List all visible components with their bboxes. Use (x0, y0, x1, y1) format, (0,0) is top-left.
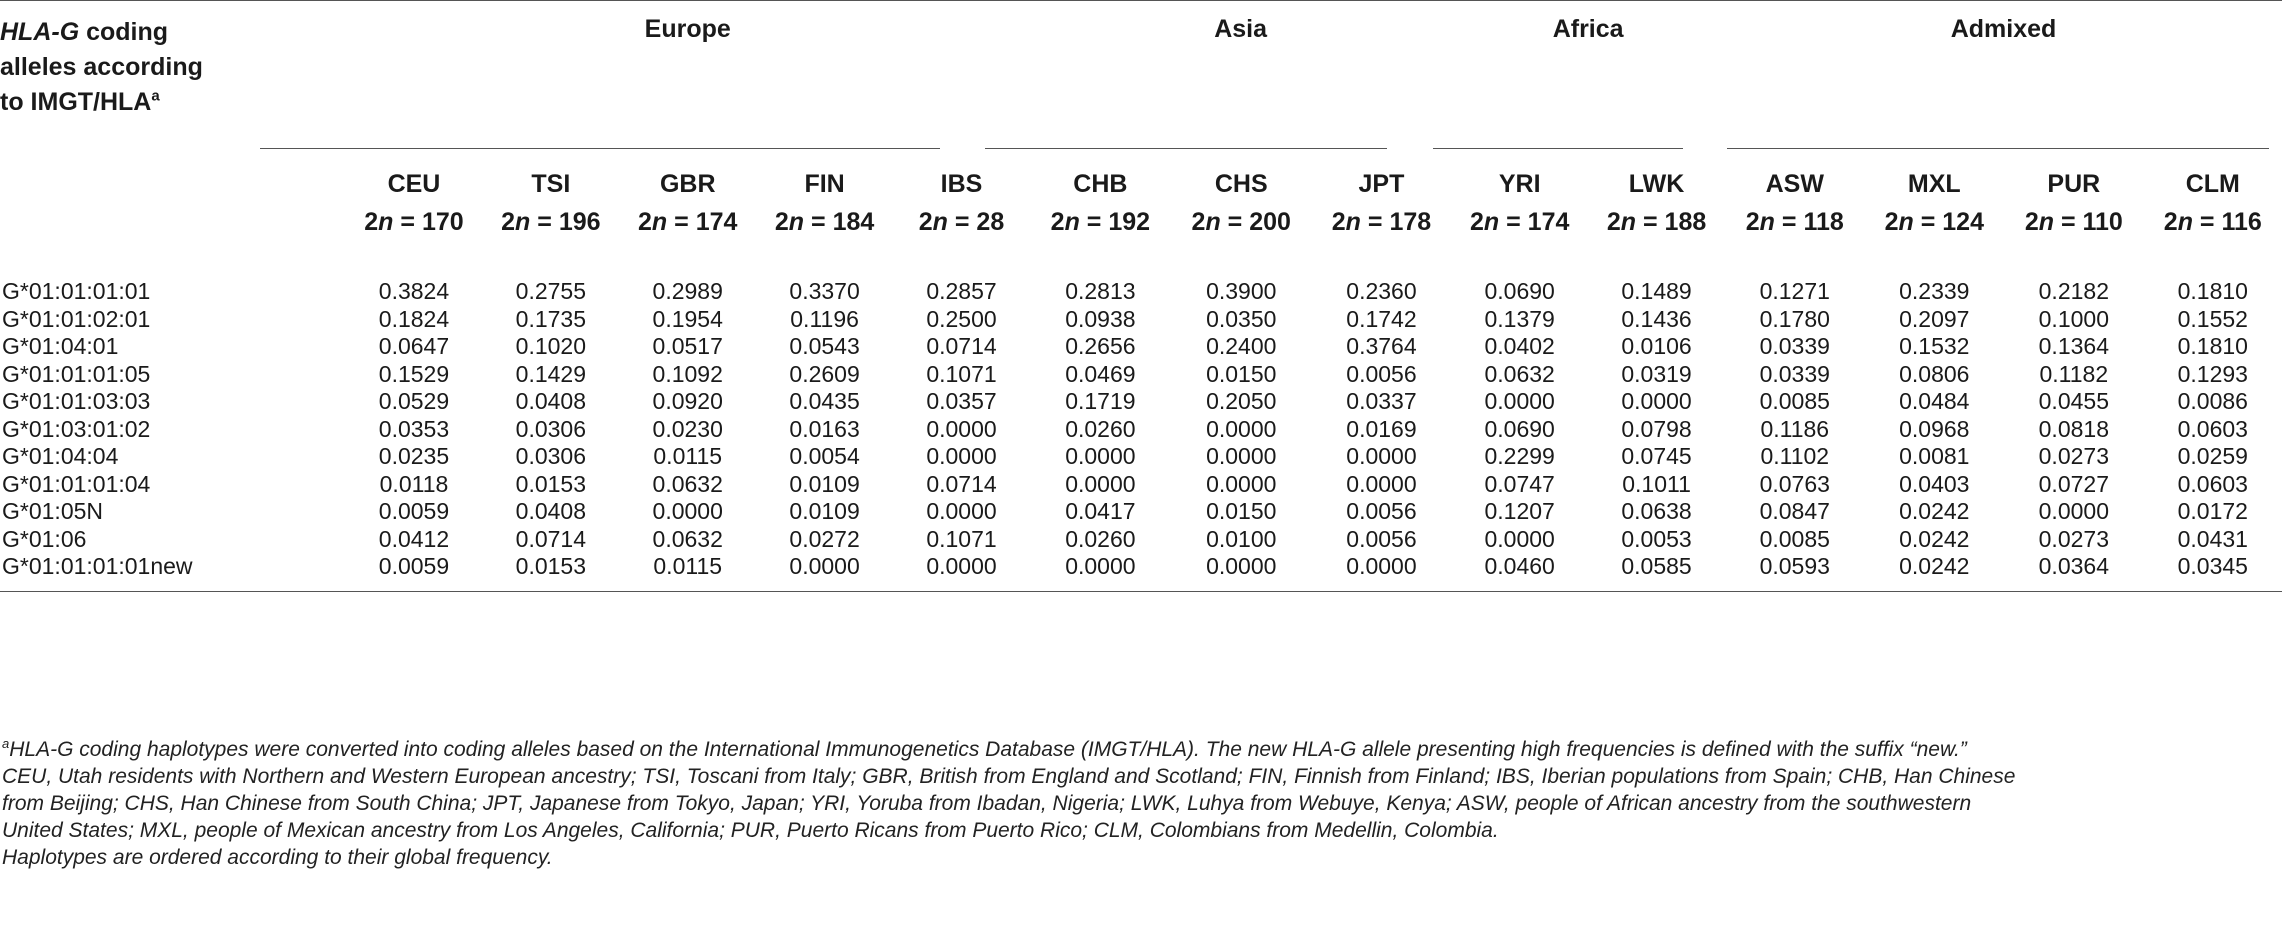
frequency-cell: 0.0273 (2038, 443, 2109, 469)
frequency-cell: 0.0000 (893, 553, 1030, 591)
table-row (0, 471, 2282, 499)
frequency-cell: 0.1364 (2038, 333, 2109, 359)
frequency-cell: 0.0460 (1451, 553, 1588, 591)
frequency-cell: 0.1735 (515, 305, 587, 332)
frequency-cell: 0.0109 (789, 470, 860, 497)
frequency-cell: 0.1092 (652, 360, 723, 387)
footnote-abbrev-2: from Beijing; CHS, Han Chinese from South China; JPT, Japanese from Tokyo, Japan; YRI, Yoruba from Ibadan, Nigeria; LWK, Luhya from Webuye, Kenya; ASW, people of African ancestry from the southwestern (2, 792, 1972, 815)
sample-size: 2n = 192 (1050, 208, 1151, 236)
table-row (0, 306, 2282, 334)
population-code: GBR (659, 170, 716, 198)
frequency-cell: 0.0230 (652, 415, 723, 442)
table-row (0, 498, 2282, 526)
population-header-ceu (346, 151, 483, 260)
frequency-cell: 0.1186 (1760, 415, 1830, 442)
frequency-cell: 0.0109 (789, 498, 860, 524)
frequency-cell: 0.0339 (1759, 333, 1830, 359)
frequency-cell: 0.0403 (1899, 470, 1970, 497)
sample-size: 2n = 118 (1745, 208, 1844, 236)
frequency-cell: 0.0000 (1621, 388, 1692, 414)
frequency-cell: 0.1071 (926, 525, 997, 552)
frequency-cell: 0.0000 (926, 498, 997, 524)
sample-size: 2n = 110 (2024, 208, 2123, 236)
table-body (0, 260, 2282, 591)
frequency-cell: 0.0000 (1312, 553, 1452, 591)
population-header-chs (1171, 151, 1312, 260)
frequency-cell: 0.1529 (378, 360, 450, 387)
frequency-cell: 0.1071 (926, 360, 997, 387)
frequency-cell: 0.3824 (378, 278, 450, 304)
frequency-cell: 0.0272 (789, 525, 860, 552)
frequency-cell: 0.0339 (1759, 360, 1830, 387)
frequency-cell: 0.0056 (1346, 498, 1417, 524)
frequency-cell: 0.0920 (652, 388, 723, 414)
frequency-cell: 0.0260 (1065, 415, 1136, 442)
frequency-cell: 0.0632 (1484, 360, 1555, 387)
frequency-cell: 0.0118 (379, 470, 449, 497)
frequency-cell: 0.2755 (515, 278, 587, 304)
footnote-order: Haplotypes are ordered according to their global frequency. (2, 846, 553, 869)
footnote-abbrev-1: CEU, Utah residents with Northern and Western European ancestry; TSI, Toscani from Italy; GBR, British from England and Scotland; FIN, Finnish from Finland; IBS, Iberian populations from Spain; CHB, Han Chinese (2, 765, 2016, 788)
population-header-gbr (619, 151, 756, 260)
population-code: ASW (1765, 170, 1824, 198)
allele-name: G*01:04:01 (2, 333, 119, 359)
frequency-cell: 0.0431 (2177, 525, 2248, 552)
frequency-cell: 0.0357 (926, 388, 997, 414)
africa-rule (1433, 148, 1683, 149)
table-row (0, 361, 2282, 389)
sample-size: 2n = 174 (1469, 208, 1570, 236)
frequency-cell: 0.0435 (789, 388, 860, 414)
population-code: YRI (1498, 170, 1541, 198)
frequency-cell: 0.0085 (1759, 525, 1830, 552)
frequency-cell: 0.2400 (1206, 333, 1277, 359)
frequency-cell: 0.1532 (1899, 333, 1970, 359)
region-asia: Asia (1214, 15, 1267, 43)
population-code: CEU (387, 170, 441, 198)
frequency-cell: 0.0100 (1206, 525, 1277, 552)
region-europe: Europe (644, 15, 731, 43)
frequency-cell: 0.0798 (1621, 415, 1692, 442)
population-code: LWK (1628, 170, 1685, 198)
frequency-cell: 0.0585 (1588, 553, 1725, 591)
frequency-cell: 0.0242 (1899, 525, 1970, 552)
population-code: IBS (940, 170, 983, 198)
frequency-cell: 0.0056 (1346, 360, 1417, 387)
frequency-cell: 0.0000 (1206, 415, 1277, 442)
frequency-cell: 0.2360 (1346, 278, 1417, 304)
table-row (0, 260, 2282, 306)
footnote-a: $^a$HLA-G coding haplotypes were converted into coding alleles based on the International Immunogenetics Database (IMGT/HLA). The new HLA-G allele presenting high frequencies is defined with the suffix “new.” (2, 736, 1967, 761)
frequency-cell: 0.0000 (1346, 470, 1417, 497)
frequency-cell: 0.0000 (1484, 388, 1555, 414)
frequency-cell: 0.0086 (2177, 388, 2248, 414)
frequency-cell: 0.0603 (2177, 470, 2248, 497)
population-code: FIN (804, 170, 845, 198)
frequency-cell: 0.0763 (1759, 470, 1830, 497)
frequency-cell: 0.0638 (1621, 498, 1692, 524)
sample-size: 2n = 116 (2163, 208, 2262, 236)
frequency-cell: 0.2097 (1899, 305, 1970, 332)
frequency-cell: 0.1429 (515, 360, 587, 387)
frequency-cell: 0.0714 (926, 470, 997, 497)
frequency-cell: 0.0337 (1346, 388, 1417, 414)
frequency-cell: 0.0402 (1484, 333, 1555, 359)
frequency-cell: 0.0153 (482, 553, 619, 591)
frequency-cell: 0.1000 (2038, 305, 2109, 332)
population-header-fin (756, 151, 893, 260)
frequency-cell: 0.1379 (1484, 305, 1555, 332)
frequency-cell: 0.0408 (515, 498, 587, 524)
frequency-cell: 0.1271 (1759, 278, 1830, 304)
frequency-cell: 0.0260 (1065, 525, 1136, 552)
frequency-cell: 0.3900 (1206, 278, 1277, 304)
frequency-cell: 0.0000 (1484, 525, 1555, 552)
frequency-cell: 0.2050 (1206, 388, 1277, 414)
frequency-cell: 0.0115 (653, 443, 723, 469)
frequency-cell: 0.0059 (378, 498, 450, 524)
table-row (0, 553, 2282, 591)
population-header-yri (1451, 151, 1588, 260)
frequency-cell: 0.0106 (1621, 333, 1692, 359)
population-header-pur (2004, 151, 2144, 260)
frequency-cell: 0.0632 (652, 525, 723, 552)
frequency-cell: 0.0747 (1484, 470, 1555, 497)
population-header-lwk (1588, 151, 1725, 260)
frequency-cell: 0.0345 (2144, 553, 2282, 591)
hla-g-label: HLA-G (0, 18, 80, 46)
allele-name: G*01:06 (2, 525, 87, 552)
frequency-cell: 0.0169 (1346, 415, 1417, 442)
frequency-cell: 0.0968 (1899, 415, 1970, 442)
sample-size: 2n = 188 (1606, 208, 1707, 236)
frequency-cell: 0.1742 (1346, 305, 1417, 332)
frequency-cell: 0.0818 (2038, 415, 2109, 442)
allele-name: G*01:04:04 (2, 443, 119, 469)
frequency-cell: 0.0242 (1865, 553, 2005, 591)
frequency-cell: 0.3370 (789, 278, 860, 304)
population-code: CHS (1214, 170, 1268, 198)
population-header-asw (1725, 151, 1865, 260)
frequency-cell: 0.2299 (1484, 443, 1555, 469)
frequency-cell: 0.0469 (1065, 360, 1136, 387)
sample-size: 2n = 28 (918, 208, 1005, 236)
population-code: CLM (2185, 170, 2240, 198)
frequency-cell: 0.0000 (926, 415, 997, 442)
frequency-cell: 0.0059 (346, 553, 483, 591)
frequency-cell: 0.0085 (1759, 388, 1830, 414)
frequency-cell: 0.0603 (2177, 415, 2248, 442)
frequency-cell: 0.0000 (1171, 553, 1312, 591)
frequency-cell: 0.0593 (1725, 553, 1865, 591)
frequency-cell: 0.0417 (1065, 498, 1136, 524)
table-row (0, 526, 2282, 554)
allele-name: G*01:01:01:01 (2, 278, 151, 304)
frequency-cell: 0.0000 (1346, 443, 1417, 469)
frequency-cell: 0.0115 (619, 553, 756, 591)
frequency-cell: 0.0806 (1899, 360, 1970, 387)
region-admixed: Admixed (1950, 15, 2057, 43)
frequency-cell: 0.0455 (2038, 388, 2109, 414)
population-code: PUR (2047, 170, 2101, 198)
frequency-cell: 0.1810 (2177, 333, 2248, 359)
frequency-cell: 0.0053 (1621, 525, 1692, 552)
frequency-cell: 0.0000 (1065, 470, 1136, 497)
allele-name: G*01:01:03:03 (2, 388, 151, 414)
footnote-abbrev-3: United States; MXL, people of Mexican ancestry from Los Angeles, California; PUR, Puerto Ricans from Puerto Rico; CLM, Colombians from Medellin, Colombia. (2, 819, 1499, 842)
population-header-clm (2144, 151, 2282, 260)
allele-name: G*01:01:01:05 (2, 360, 151, 387)
frequency-cell: 0.0745 (1621, 443, 1692, 469)
frequency-cell: 0.0172 (2177, 498, 2248, 524)
frequency-cell: 0.2500 (926, 305, 997, 332)
frequency-cell: 0.2857 (926, 278, 997, 304)
frequency-cell: 0.0000 (652, 498, 723, 524)
admixed-rule (1727, 148, 2269, 149)
frequency-cell: 0.0000 (756, 553, 893, 591)
frequency-cell: 0.0714 (515, 525, 587, 552)
frequency-cell: 0.1182 (2039, 360, 2109, 387)
frequency-cell: 0.0412 (378, 525, 450, 552)
frequency-cell: 0.0306 (515, 443, 587, 469)
frequency-cell: 0.0153 (515, 470, 587, 497)
population-header-jpt (1312, 151, 1452, 260)
table-footnote (2, 736, 2278, 871)
frequency-cell: 0.0690 (1484, 415, 1555, 442)
allele-name: G*01:01:01:01new (0, 553, 346, 591)
frequency-cell: 0.0000 (1065, 443, 1136, 469)
allele-name: G*01:03:01:02 (2, 415, 151, 442)
population-header-chb (1030, 151, 1171, 260)
allele-name: G*01:05N (2, 498, 104, 524)
frequency-cell: 0.3764 (1346, 333, 1417, 359)
frequency-cell: 0.0000 (1206, 470, 1277, 497)
frequency-cell: 0.0543 (789, 333, 860, 359)
europe-rule (260, 148, 940, 149)
frequency-cell: 0.0529 (378, 388, 450, 414)
sample-size: 2n = 170 (364, 208, 464, 236)
frequency-cell: 0.1489 (1621, 278, 1692, 304)
frequency-cell: 0.0054 (789, 443, 860, 469)
frequency-cell: 0.0081 (1899, 443, 1970, 469)
population-code: MXL (1907, 170, 1961, 198)
population-code: TSI (531, 170, 571, 198)
sample-size: 2n = 178 (1331, 208, 1432, 236)
frequency-cell: 0.1780 (1759, 305, 1830, 332)
frequency-cell: 0.0727 (2038, 470, 2109, 497)
frequency-cell: 0.2656 (1065, 333, 1136, 359)
frequency-cell: 0.0517 (652, 333, 723, 359)
frequency-cell: 0.0353 (378, 415, 450, 442)
table-row (0, 443, 2282, 471)
allele-name: G*01:01:01:04 (2, 470, 151, 497)
frequency-cell: 0.1810 (2177, 278, 2248, 304)
region-africa: Africa (1552, 15, 1624, 43)
table-row (0, 388, 2282, 416)
frequency-cell: 0.0000 (926, 443, 997, 469)
asia-rule (985, 148, 1387, 149)
frequency-cell: 0.1102 (1760, 443, 1830, 469)
frequency-cell: 0.0690 (1484, 278, 1555, 304)
frequency-cell: 0.1011 (1622, 470, 1691, 497)
frequency-cell: 0.1436 (1621, 305, 1692, 332)
table-row (0, 333, 2282, 361)
frequency-cell: 0.0273 (2038, 525, 2109, 552)
sample-size: 2n = 174 (638, 208, 738, 236)
frequency-cell: 0.0364 (2004, 553, 2144, 591)
population-header-tsi (482, 151, 619, 260)
frequency-cell: 0.0000 (2038, 498, 2109, 524)
frequency-cell: 0.1196 (790, 305, 859, 332)
region-header-row (0, 1, 2282, 152)
frequency-cell: 0.0484 (1899, 388, 1970, 414)
population-header-mxl (1865, 151, 2005, 260)
frequency-cell: 0.1552 (2177, 305, 2248, 332)
frequency-cell: 0.1207 (1484, 498, 1555, 524)
sample-size: 2n = 196 (501, 208, 601, 236)
frequency-cell: 0.0056 (1346, 525, 1417, 552)
population-code: JPT (1358, 170, 1405, 198)
frequency-cell: 0.1824 (378, 305, 450, 332)
frequency-cell: 0.0847 (1759, 498, 1830, 524)
sample-size: 2n = 124 (1884, 208, 1984, 236)
frequency-cell: 0.1954 (652, 305, 723, 332)
allele-column-header: HLA-G coding alleles according to IMGT/HLA$^a$ (0, 18, 203, 116)
frequency-cell: 0.2182 (2038, 278, 2109, 304)
table-row (0, 416, 2282, 444)
frequency-cell: 0.0242 (1899, 498, 1970, 524)
frequency-cell: 0.1293 (2177, 360, 2248, 387)
frequency-cell: 0.0163 (789, 415, 860, 442)
frequency-cell: 0.0714 (926, 333, 997, 359)
frequency-cell: 0.0647 (378, 333, 450, 359)
frequency-cell: 0.0632 (652, 470, 723, 497)
frequency-cell: 0.0235 (378, 443, 450, 469)
population-header-ibs (893, 151, 1030, 260)
population-code: CHB (1073, 170, 1128, 198)
frequency-cell: 0.0408 (515, 388, 587, 414)
frequency-cell: 0.0259 (2177, 443, 2248, 469)
frequency-cell: 0.0306 (515, 415, 587, 442)
frequency-cell: 0.2813 (1065, 278, 1136, 304)
frequency-cell: 0.1020 (515, 333, 587, 359)
frequency-cell: 0.0000 (1030, 553, 1171, 591)
allele-name: G*01:01:02:01 (2, 305, 151, 332)
frequency-cell: 0.1719 (1065, 388, 1136, 414)
frequency-cell: 0.2339 (1899, 278, 1970, 304)
frequency-cell: 0.0938 (1065, 305, 1136, 332)
frequency-cell: 0.0150 (1206, 498, 1277, 524)
frequency-cell: 0.0319 (1621, 360, 1692, 387)
frequency-cell: 0.2989 (652, 278, 723, 304)
sample-size: 2n = 200 (1191, 208, 1291, 236)
sample-size: 2n = 184 (774, 208, 875, 236)
frequency-cell: 0.0150 (1206, 360, 1277, 387)
frequency-cell: 0.2609 (789, 360, 860, 387)
frequency-cell: 0.0000 (1206, 443, 1277, 469)
frequency-cell: 0.0350 (1206, 305, 1277, 332)
